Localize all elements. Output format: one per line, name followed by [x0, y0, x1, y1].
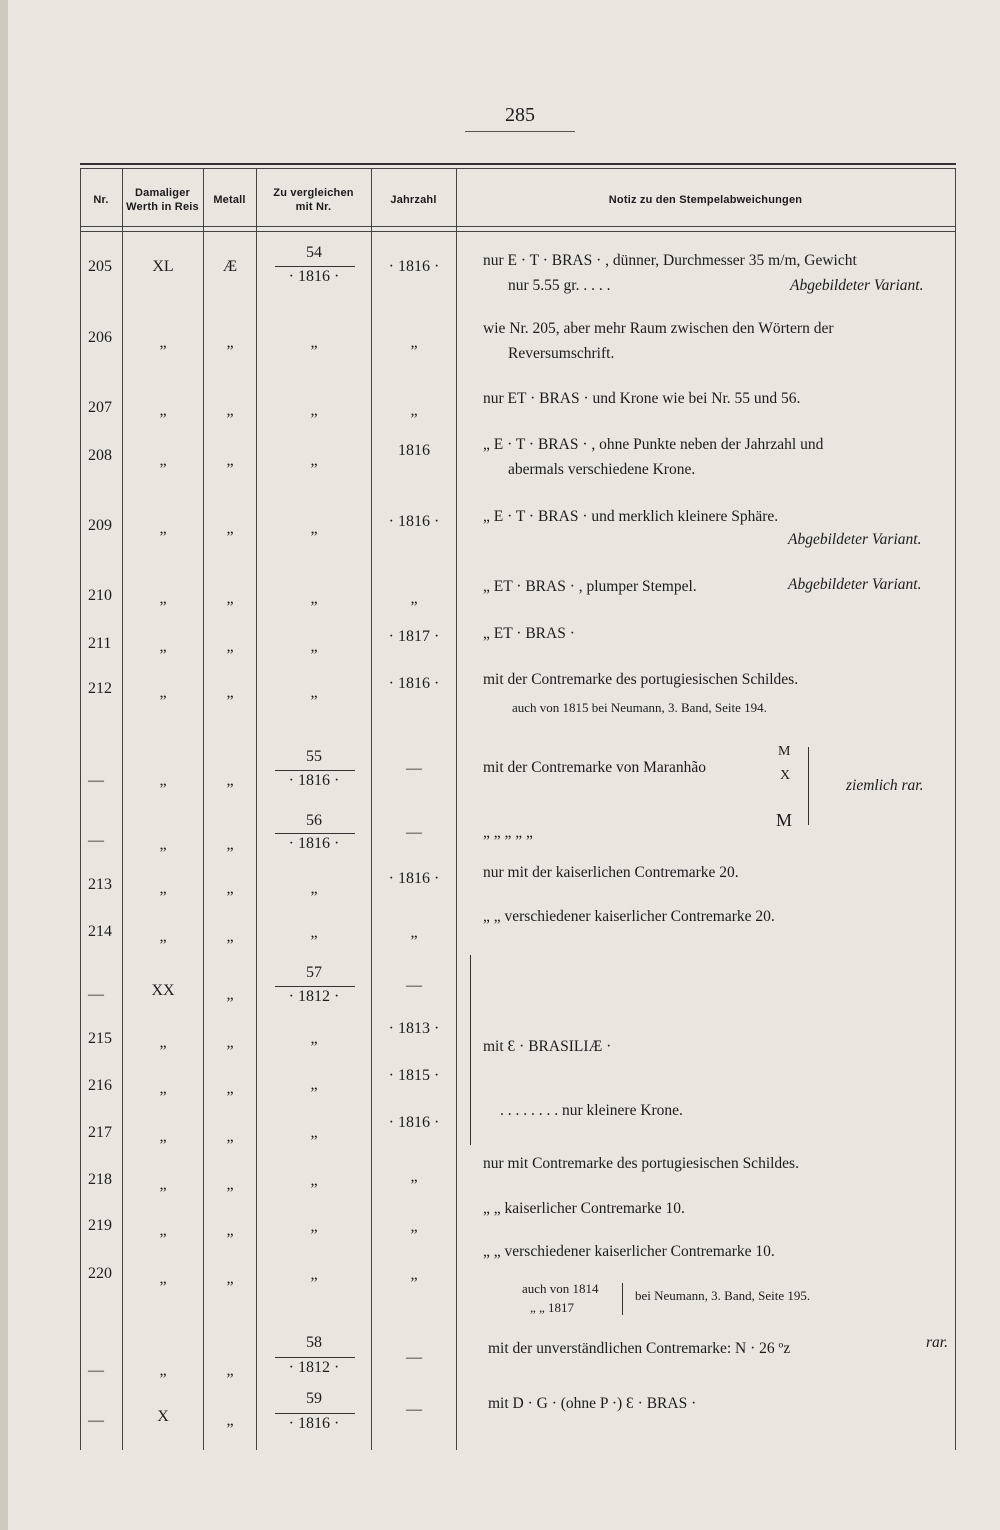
cell-note: mit der Contremarke des portugiesischen Schildes.	[483, 671, 799, 688]
cell-nr: 214	[88, 923, 112, 940]
cell-jahr: · 1815 ·	[388, 1067, 440, 1084]
cell-vgl: „	[310, 1172, 318, 1189]
cell-note: wie Nr. 205, aber mehr Raum zwischen den Wörtern der	[483, 320, 834, 337]
cell-vgl: „	[310, 880, 318, 897]
cell-werth: „	[159, 638, 167, 655]
cell-metall: „	[226, 520, 234, 537]
cell-nr: 208	[88, 447, 112, 464]
cell-werth: „	[159, 928, 167, 945]
cell-nr: 213	[88, 876, 112, 893]
cell-vgl-number: 57	[306, 964, 322, 981]
cell-note-italic: Abgebildeter Variant.	[788, 531, 922, 548]
page-number-rule	[465, 131, 575, 132]
header-vergleichen: Zu vergleichen mit Nr.	[273, 187, 354, 213]
cell-vgl: „	[310, 452, 318, 469]
cell-metall: „	[226, 590, 234, 607]
col-border-right	[955, 168, 956, 1450]
cell-nr: 206	[88, 329, 112, 346]
cell-nr: —	[88, 832, 104, 849]
cell-note-line2: abermals verschiedene Krone.	[508, 461, 696, 478]
cell-metall: „	[226, 1222, 234, 1239]
cell-metall: „	[226, 452, 234, 469]
cell-jahr: „	[410, 590, 418, 607]
cell-nr: 216	[88, 1077, 112, 1094]
cell-werth: „	[159, 836, 167, 853]
cell-note: nur ET · BRAS · und Krone wie bei Nr. 55 und 56.	[483, 390, 801, 407]
table-top-rule-inner	[80, 168, 956, 169]
cell-vgl-number: 54	[306, 244, 322, 261]
cell-note: nur mit der kaiserlichen Contremarke 20.	[483, 864, 739, 881]
countermark-m-top: M	[778, 744, 791, 759]
cell-jahr: „	[410, 1218, 418, 1235]
cell-metall: „	[226, 334, 234, 351]
cell-werth: „	[159, 590, 167, 607]
cell-jahr: · 1816 ·	[388, 513, 440, 530]
table-top-rule	[80, 163, 956, 165]
cell-note-line2: Reversumschrift.	[508, 345, 615, 362]
cell-werth: XX	[151, 982, 175, 999]
cell-werth: „	[159, 1176, 167, 1193]
cell-note-reference-1814: auch von 1814	[522, 1281, 599, 1296]
cell-vgl: „	[310, 1266, 318, 1283]
header-bottom-rule-2	[80, 231, 956, 232]
cell-note: mit der Contremarke von Maranhão	[483, 759, 706, 776]
cell-werth: „	[159, 1362, 167, 1379]
cell-vgl-number: 58	[306, 1334, 322, 1351]
col-border-werth	[203, 168, 204, 1450]
cell-jahr: „	[410, 334, 418, 351]
fraction-rule	[275, 266, 355, 267]
cell-nr: 205	[88, 258, 112, 275]
cell-werth: „	[159, 520, 167, 537]
cell-metall: „	[226, 1128, 234, 1145]
cell-note: „ E · T · BRAS · , ohne Punkte neben der Jahrzahl und	[483, 436, 824, 453]
cell-werth: „	[159, 1034, 167, 1051]
cell-note-italic: Abgebildeter Variant.	[788, 576, 922, 593]
col-border-jahr	[456, 168, 457, 1450]
cell-vgl-year: · 1816 ·	[288, 1415, 340, 1432]
cell-metall: „	[226, 880, 234, 897]
cell-nr: 218	[88, 1171, 112, 1188]
cell-jahr: „	[410, 1266, 418, 1283]
cell-note: „ „ „ „ „	[483, 824, 533, 841]
cell-vgl: „	[310, 590, 318, 607]
cell-metall: „	[226, 1080, 234, 1097]
fraction-rule	[275, 986, 355, 987]
cell-vgl: „	[310, 1030, 318, 1047]
cell-werth: „	[159, 1128, 167, 1145]
header-werth: Damaliger Werth in Reis	[126, 187, 199, 213]
cell-metall: „	[226, 684, 234, 701]
cell-jahr: —	[406, 1349, 422, 1366]
cell-werth: „	[159, 402, 167, 419]
cell-vgl-number: 55	[306, 748, 322, 765]
cell-metall: „	[226, 772, 234, 789]
header-jahrzahl: Jahrzahl	[390, 194, 437, 206]
cell-vgl: „	[310, 334, 318, 351]
cell-metall: „	[226, 1034, 234, 1051]
cell-vgl-year: · 1816 ·	[288, 772, 340, 789]
cell-vgl: „	[310, 520, 318, 537]
col-border-vgl	[371, 168, 372, 1450]
cell-metall: „	[226, 836, 234, 853]
cell-note-line2: nur 5.55 gr. . . . .	[508, 277, 611, 294]
cell-jahr: · 1816 ·	[388, 675, 440, 692]
cell-jahr: · 1816 ·	[388, 1114, 440, 1131]
small-brace	[622, 1283, 623, 1315]
cell-vgl: „	[310, 924, 318, 941]
countermark-m-bottom: M	[776, 810, 793, 830]
cell-vgl: „	[310, 684, 318, 701]
cell-nr: 209	[88, 517, 112, 534]
countermark-x: X	[780, 768, 791, 783]
cell-jahr: —	[406, 977, 422, 994]
cell-werth: „	[159, 452, 167, 469]
cell-vgl-year: · 1812 ·	[288, 988, 340, 1005]
cell-werth: XL	[152, 258, 174, 275]
cell-note: „ „ verschiedener kaiserlicher Contremarke 10.	[483, 1243, 775, 1260]
cell-note-italic: Abgebildeter Variant.	[790, 277, 924, 294]
fraction-rule	[275, 833, 355, 834]
cell-metall: „	[226, 402, 234, 419]
cell-nr: —	[88, 1412, 104, 1429]
right-brace	[808, 747, 809, 825]
cell-nr: 215	[88, 1030, 112, 1047]
cell-jahr: —	[406, 1401, 422, 1418]
cell-vgl-year: · 1816 ·	[288, 835, 340, 852]
cell-vgl-number: 59	[306, 1390, 322, 1407]
cell-vgl-number: 56	[306, 812, 322, 829]
cell-nr: 211	[88, 635, 112, 652]
cell-metall: „	[226, 1270, 234, 1287]
cell-note: mit Ɛ · BRASILIÆ ·	[483, 1038, 612, 1055]
cell-metall: Æ	[222, 258, 238, 275]
cell-note: mit D · G · (ohne P ·) Ɛ · BRAS ·	[488, 1395, 697, 1412]
cell-note: nur E · T · BRAS · , dünner, Durchmesser 35 m/m, Gewicht	[483, 252, 857, 269]
fraction-rule	[275, 1413, 355, 1414]
header-metall: Metall	[213, 194, 246, 206]
cell-werth: „	[159, 1080, 167, 1097]
cell-note: nur mit Contremarke des portugiesischen Schildes.	[483, 1155, 799, 1172]
cell-note: „ „ verschiedener kaiserlicher Contremarke 20.	[483, 908, 775, 925]
cell-werth: „	[159, 1270, 167, 1287]
cell-metall: „	[226, 638, 234, 655]
cell-note-reference: auch von 1815 bei Neumann, 3. Band, Seite 194.	[512, 700, 767, 715]
cell-vgl-year: · 1816 ·	[288, 268, 340, 285]
cell-note: mit der unverständlichen Contremarke: N · 26 ºz	[488, 1340, 791, 1357]
cell-jahr: „	[410, 924, 418, 941]
page-edge	[0, 0, 8, 1530]
cell-metall: „	[226, 1362, 234, 1379]
cell-metall: „	[226, 1176, 234, 1193]
cell-note: „ „ kaiserlicher Contremarke 10.	[483, 1200, 685, 1217]
cell-nr: —	[88, 986, 104, 1003]
cell-vgl: „	[310, 402, 318, 419]
cell-nr: 210	[88, 587, 112, 604]
page-number: 285	[505, 104, 535, 126]
cell-metall: „	[226, 928, 234, 945]
cell-note: „ ET · BRAS ·	[483, 625, 575, 642]
cell-vgl-year: · 1812 ·	[288, 1359, 340, 1376]
cell-note: „ ET · BRAS · , plumper Stempel.	[483, 578, 697, 595]
cell-werth: X	[157, 1408, 169, 1425]
col-border-nr	[122, 168, 123, 1450]
cell-jahr: · 1816 ·	[388, 258, 440, 275]
fraction-rule	[275, 770, 355, 771]
cell-werth: „	[159, 334, 167, 351]
col-border-metall	[256, 168, 257, 1450]
cell-note-reference-1817: „ „ 1817	[530, 1300, 575, 1315]
cell-werth: „	[159, 772, 167, 789]
cell-werth: „	[159, 880, 167, 897]
header-bottom-rule	[80, 226, 956, 227]
cell-nr: 219	[88, 1217, 112, 1234]
cell-vgl: „	[310, 638, 318, 655]
cell-nr: 212	[88, 680, 112, 697]
left-brace	[470, 955, 471, 1145]
cell-jahr: · 1816 ·	[388, 870, 440, 887]
cell-jahr: „	[410, 1168, 418, 1185]
cell-note-reference-neumann: bei Neumann, 3. Band, Seite 195.	[635, 1288, 811, 1303]
cell-jahr: · 1813 ·	[388, 1020, 440, 1037]
cell-jahr: · 1817 ·	[388, 628, 440, 645]
cell-metall: „	[226, 1412, 234, 1429]
cell-nr: —	[88, 1362, 104, 1379]
cell-jahr: „	[410, 402, 418, 419]
cell-vgl: „	[310, 1218, 318, 1235]
cell-jahr: 1816	[398, 442, 430, 459]
header-nr: Nr.	[93, 194, 109, 206]
fraction-rule	[275, 1357, 355, 1358]
cell-vgl: „	[310, 1124, 318, 1141]
cell-nr: 207	[88, 399, 112, 416]
cell-note: „ E · T · BRAS · und merklich kleinere Sphäre.	[483, 508, 779, 525]
header-notiz: Notiz zu den Stempelabweichungen	[608, 194, 803, 206]
cell-vgl: „	[310, 1076, 318, 1093]
cell-metall: „	[226, 986, 234, 1003]
cell-nr: 217	[88, 1124, 112, 1141]
cell-nr: —	[88, 772, 104, 789]
col-border-left	[80, 168, 81, 1450]
cell-nr: 220	[88, 1265, 112, 1282]
cell-jahr: —	[406, 760, 422, 777]
cell-werth: „	[159, 684, 167, 701]
cell-note: . . . . . . . . nur kleinere Krone.	[500, 1102, 683, 1119]
cell-werth: „	[159, 1222, 167, 1239]
side-note-rarity: rar.	[926, 1334, 948, 1351]
side-note-rarity: ziemlich rar.	[846, 777, 924, 794]
cell-jahr: —	[406, 824, 422, 841]
